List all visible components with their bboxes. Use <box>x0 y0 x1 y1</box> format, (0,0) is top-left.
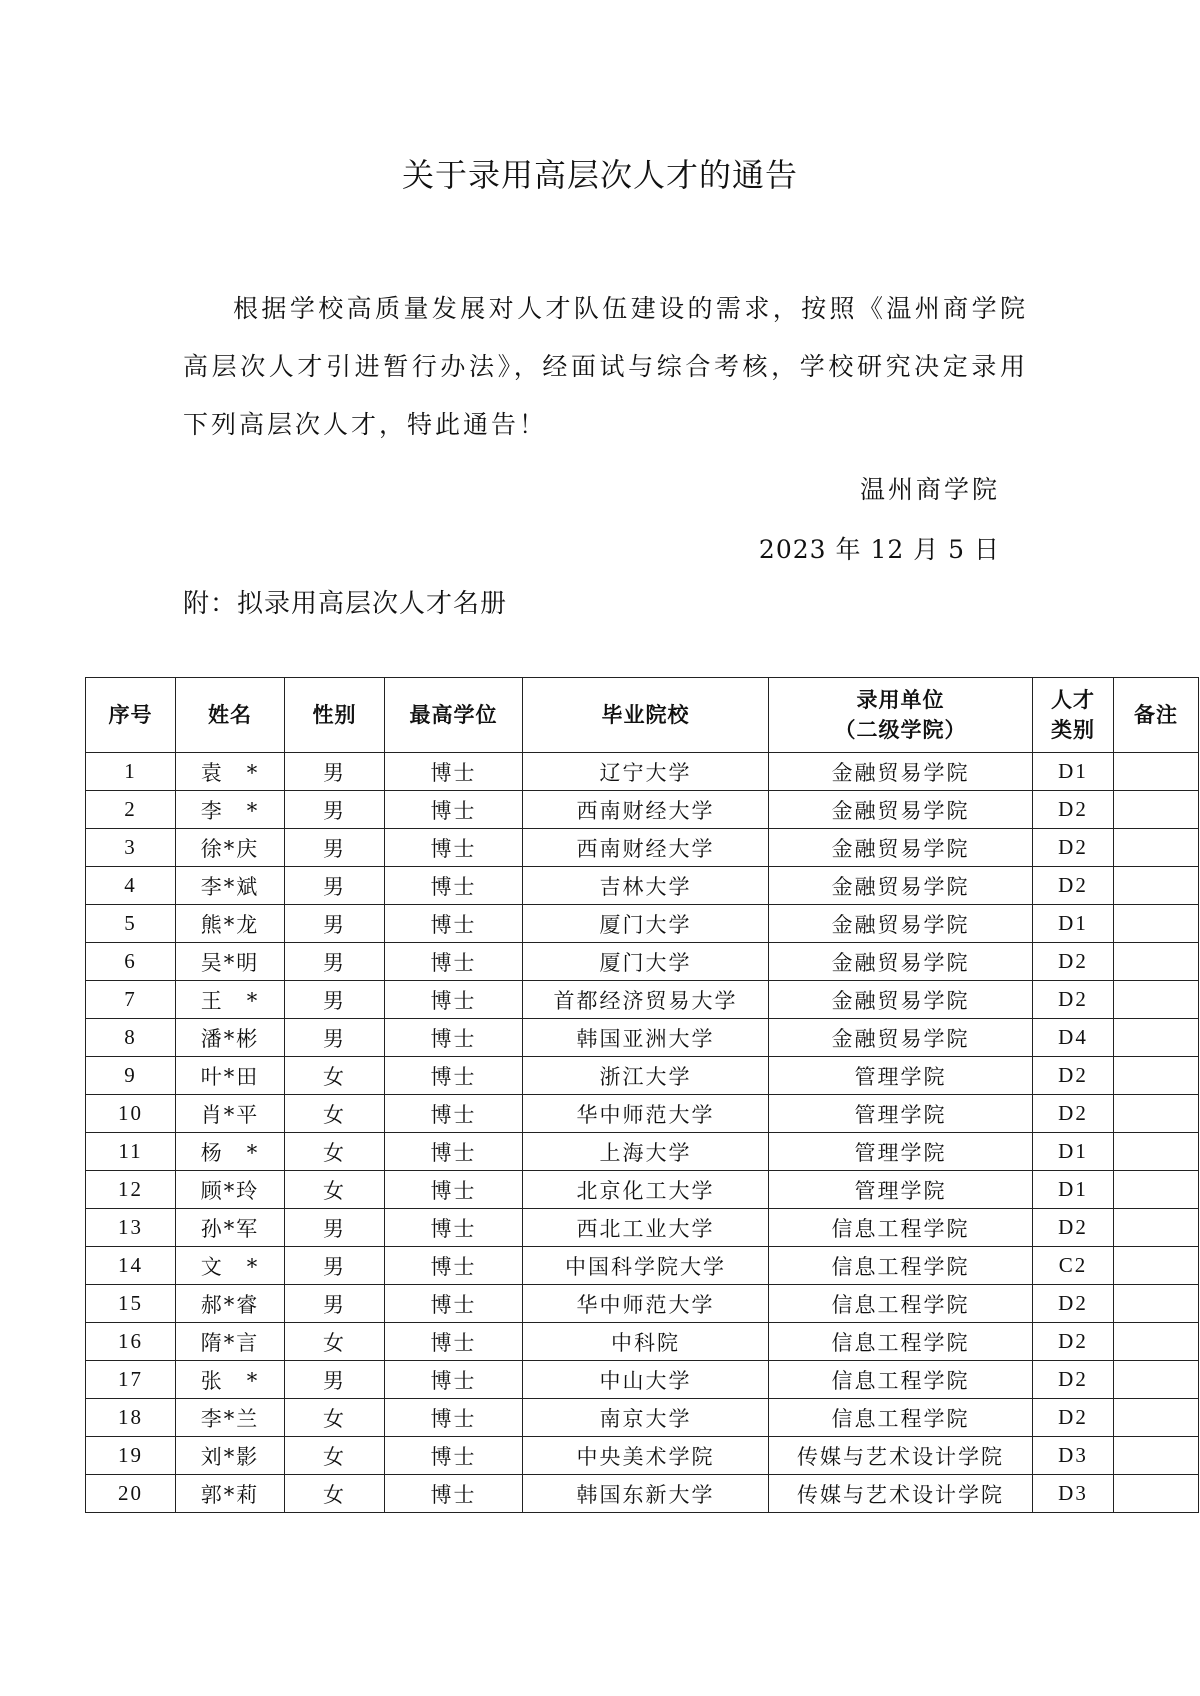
cell-school: 韩国东新大学 <box>523 1475 769 1513</box>
table-body <box>86 753 1199 1513</box>
cell-index: 6 <box>86 943 176 981</box>
cell-remarks <box>1114 867 1199 905</box>
cell-index: 17 <box>86 1361 176 1399</box>
cell-index: 7 <box>86 981 176 1019</box>
cell-remarks <box>1114 1171 1199 1209</box>
cell-gender: 男 <box>285 1285 385 1323</box>
cell-remarks <box>1114 1323 1199 1361</box>
cell-index: 12 <box>86 1171 176 1209</box>
cell-gender: 男 <box>285 1247 385 1285</box>
cell-name: 李 * <box>176 791 285 829</box>
table-row <box>86 753 1199 791</box>
cell-index: 4 <box>86 867 176 905</box>
cell-category: D1 <box>1033 905 1114 943</box>
table-row <box>86 1399 1199 1437</box>
cell-school: 厦门大学 <box>523 905 769 943</box>
cell-category: C2 <box>1033 1247 1114 1285</box>
notice-paragraph: 根据学校高质量发展对人才队伍建设的需求，按照《温州商学院高层次人才引进暂行办法》，经面试与综合考核，学校研究决定录用下列高层次人才，特此通告！ <box>183 294 1028 439</box>
header-unit-line2: （二级学院） <box>834 718 967 742</box>
cell-gender: 男 <box>285 905 385 943</box>
cell-index: 1 <box>86 753 176 791</box>
cell-index: 11 <box>86 1133 176 1171</box>
cell-name: 张 * <box>176 1361 285 1399</box>
table-row <box>86 1095 1199 1133</box>
cell-remarks <box>1114 829 1199 867</box>
cell-name: 徐*庆 <box>176 829 285 867</box>
cell-degree: 博士 <box>385 1171 523 1209</box>
cell-school: 首都经济贸易大学 <box>523 981 769 1019</box>
header-category <box>1033 678 1114 753</box>
cell-category: D3 <box>1033 1437 1114 1475</box>
cell-unit: 信息工程学院 <box>769 1399 1033 1437</box>
cell-degree: 博士 <box>385 943 523 981</box>
cell-unit: 金融贸易学院 <box>769 943 1033 981</box>
cell-name: 潘*彬 <box>176 1019 285 1057</box>
cell-degree: 博士 <box>385 1475 523 1513</box>
cell-unit: 金融贸易学院 <box>769 981 1033 1019</box>
cell-gender: 男 <box>285 829 385 867</box>
cell-remarks <box>1114 905 1199 943</box>
cell-index: 3 <box>86 829 176 867</box>
cell-name: 杨 * <box>176 1133 285 1171</box>
cell-school: 吉林大学 <box>523 867 769 905</box>
table-row <box>86 1057 1199 1095</box>
cell-category: D2 <box>1033 981 1114 1019</box>
cell-category: D1 <box>1033 1171 1114 1209</box>
cell-degree: 博士 <box>385 905 523 943</box>
cell-unit: 管理学院 <box>769 1095 1033 1133</box>
table-row <box>86 1285 1199 1323</box>
cell-unit: 信息工程学院 <box>769 1285 1033 1323</box>
cell-remarks <box>1114 1209 1199 1247</box>
cell-remarks <box>1114 981 1199 1019</box>
table-row <box>86 1247 1199 1285</box>
header-category-line1: 人才 <box>1051 688 1095 712</box>
cell-gender: 男 <box>285 867 385 905</box>
cell-name: 郭*莉 <box>176 1475 285 1513</box>
cell-degree: 博士 <box>385 791 523 829</box>
cell-unit: 管理学院 <box>769 1057 1033 1095</box>
cell-unit: 金融贸易学院 <box>769 791 1033 829</box>
cell-remarks <box>1114 791 1199 829</box>
cell-school: 辽宁大学 <box>523 753 769 791</box>
cell-gender: 女 <box>285 1437 385 1475</box>
cell-unit: 管理学院 <box>769 1133 1033 1171</box>
cell-degree: 博士 <box>385 981 523 1019</box>
cell-gender: 男 <box>285 1019 385 1057</box>
header-name: 姓名 <box>176 678 285 753</box>
table-row <box>86 1171 1199 1209</box>
header-index: 序号 <box>86 678 176 753</box>
attachment-heading: 附：拟录用高层次人才名册 <box>183 589 508 619</box>
cell-degree: 博士 <box>385 1437 523 1475</box>
cell-gender: 男 <box>285 1361 385 1399</box>
cell-name: 李*斌 <box>176 867 285 905</box>
header-degree: 最高学位 <box>385 678 523 753</box>
cell-degree: 博士 <box>385 1247 523 1285</box>
cell-unit: 金融贸易学院 <box>769 867 1033 905</box>
table-row <box>86 1019 1199 1057</box>
cell-gender: 男 <box>285 791 385 829</box>
cell-degree: 博士 <box>385 1057 523 1095</box>
table-header-row <box>86 678 1199 753</box>
cell-school: 上海大学 <box>523 1133 769 1171</box>
cell-unit: 金融贸易学院 <box>769 753 1033 791</box>
header-remarks: 备注 <box>1114 678 1199 753</box>
cell-remarks <box>1114 1095 1199 1133</box>
cell-gender: 男 <box>285 753 385 791</box>
cell-index: 13 <box>86 1209 176 1247</box>
cell-degree: 博士 <box>385 1095 523 1133</box>
table-row <box>86 829 1199 867</box>
cell-degree: 博士 <box>385 1361 523 1399</box>
cell-degree: 博士 <box>385 1019 523 1057</box>
cell-category: D2 <box>1033 1095 1114 1133</box>
cell-remarks <box>1114 1247 1199 1285</box>
cell-name: 隋*言 <box>176 1323 285 1361</box>
cell-category: D1 <box>1033 753 1114 791</box>
cell-unit: 传媒与艺术设计学院 <box>769 1437 1033 1475</box>
cell-name: 袁 * <box>176 753 285 791</box>
cell-remarks <box>1114 1019 1199 1057</box>
cell-school: 中央美术学院 <box>523 1437 769 1475</box>
cell-index: 19 <box>86 1437 176 1475</box>
cell-index: 16 <box>86 1323 176 1361</box>
cell-degree: 博士 <box>385 867 523 905</box>
cell-unit: 信息工程学院 <box>769 1361 1033 1399</box>
cell-name: 吴*明 <box>176 943 285 981</box>
cell-index: 9 <box>86 1057 176 1095</box>
cell-degree: 博士 <box>385 1209 523 1247</box>
cell-remarks <box>1114 1361 1199 1399</box>
table-row <box>86 981 1199 1019</box>
cell-unit: 信息工程学院 <box>769 1247 1033 1285</box>
cell-degree: 博士 <box>385 1399 523 1437</box>
talent-roster-table <box>85 677 1199 1513</box>
cell-category: D2 <box>1033 791 1114 829</box>
cell-index: 10 <box>86 1095 176 1133</box>
table-row <box>86 1437 1199 1475</box>
header-gender: 性别 <box>285 678 385 753</box>
cell-unit: 传媒与艺术设计学院 <box>769 1475 1033 1513</box>
cell-school: 中国科学院大学 <box>523 1247 769 1285</box>
cell-category: D2 <box>1033 1399 1114 1437</box>
table-row <box>86 1361 1199 1399</box>
header-category-line2: 类别 <box>1051 718 1095 742</box>
cell-category: D2 <box>1033 943 1114 981</box>
cell-index: 20 <box>86 1475 176 1513</box>
cell-name: 郝*睿 <box>176 1285 285 1323</box>
table-row <box>86 1133 1199 1171</box>
table-row <box>86 1323 1199 1361</box>
cell-name: 王 * <box>176 981 285 1019</box>
cell-index: 8 <box>86 1019 176 1057</box>
cell-index: 15 <box>86 1285 176 1323</box>
cell-name: 肖*平 <box>176 1095 285 1133</box>
table-row <box>86 943 1199 981</box>
cell-school: 西北工业大学 <box>523 1209 769 1247</box>
cell-degree: 博士 <box>385 829 523 867</box>
cell-index: 5 <box>86 905 176 943</box>
page-title: 关于录用高层次人才的通告 <box>401 156 798 194</box>
cell-gender: 男 <box>285 943 385 981</box>
cell-school: 浙江大学 <box>523 1057 769 1095</box>
cell-gender: 男 <box>285 1209 385 1247</box>
cell-name: 孙*军 <box>176 1209 285 1247</box>
issuer-signature: 温州商学院 <box>859 475 1000 504</box>
cell-school: 韩国亚洲大学 <box>523 1019 769 1057</box>
cell-category: D2 <box>1033 1323 1114 1361</box>
cell-unit: 信息工程学院 <box>769 1323 1033 1361</box>
cell-remarks <box>1114 1437 1199 1475</box>
cell-name: 文 * <box>176 1247 285 1285</box>
cell-gender: 女 <box>285 1323 385 1361</box>
header-unit-line1: 录用单位 <box>856 688 945 712</box>
cell-name: 顾*玲 <box>176 1171 285 1209</box>
cell-unit: 管理学院 <box>769 1171 1033 1209</box>
cell-remarks <box>1114 1475 1199 1513</box>
cell-degree: 博士 <box>385 1285 523 1323</box>
cell-school: 华中师范大学 <box>523 1285 769 1323</box>
cell-category: D4 <box>1033 1019 1114 1057</box>
table-row <box>86 905 1199 943</box>
header-school: 毕业院校 <box>523 678 769 753</box>
cell-school: 华中师范大学 <box>523 1095 769 1133</box>
cell-index: 14 <box>86 1247 176 1285</box>
table-row <box>86 867 1199 905</box>
cell-index: 2 <box>86 791 176 829</box>
cell-category: D2 <box>1033 829 1114 867</box>
cell-name: 刘*影 <box>176 1437 285 1475</box>
cell-degree: 博士 <box>385 753 523 791</box>
cell-unit: 信息工程学院 <box>769 1209 1033 1247</box>
table-row <box>86 1209 1199 1247</box>
cell-remarks <box>1114 1057 1199 1095</box>
cell-unit: 金融贸易学院 <box>769 1019 1033 1057</box>
cell-degree: 博士 <box>385 1133 523 1171</box>
cell-remarks <box>1114 1133 1199 1171</box>
table-row <box>86 791 1199 829</box>
cell-name: 李*兰 <box>176 1399 285 1437</box>
cell-category: D2 <box>1033 1361 1114 1399</box>
cell-gender: 女 <box>285 1133 385 1171</box>
cell-unit: 金融贸易学院 <box>769 829 1033 867</box>
cell-gender: 女 <box>285 1399 385 1437</box>
header-unit <box>769 678 1033 753</box>
cell-category: D2 <box>1033 1209 1114 1247</box>
cell-gender: 男 <box>285 981 385 1019</box>
cell-gender: 女 <box>285 1095 385 1133</box>
cell-category: D3 <box>1033 1475 1114 1513</box>
cell-unit: 金融贸易学院 <box>769 905 1033 943</box>
cell-school: 中科院 <box>523 1323 769 1361</box>
table-row <box>86 1475 1199 1513</box>
cell-school: 北京化工大学 <box>523 1171 769 1209</box>
issue-date: 2023 年 12 月 5 日 <box>758 535 1000 564</box>
cell-school: 南京大学 <box>523 1399 769 1437</box>
cell-name: 熊*龙 <box>176 905 285 943</box>
cell-category: D2 <box>1033 867 1114 905</box>
cell-category: D2 <box>1033 1057 1114 1095</box>
cell-name: 叶*田 <box>176 1057 285 1095</box>
cell-gender: 女 <box>285 1171 385 1209</box>
cell-remarks <box>1114 943 1199 981</box>
cell-remarks <box>1114 1285 1199 1323</box>
cell-gender: 女 <box>285 1475 385 1513</box>
cell-category: D1 <box>1033 1133 1114 1171</box>
cell-school: 西南财经大学 <box>523 791 769 829</box>
cell-category: D2 <box>1033 1285 1114 1323</box>
cell-degree: 博士 <box>385 1323 523 1361</box>
cell-school: 中山大学 <box>523 1361 769 1399</box>
cell-school: 厦门大学 <box>523 943 769 981</box>
cell-remarks <box>1114 753 1199 791</box>
cell-remarks <box>1114 1399 1199 1437</box>
cell-index: 18 <box>86 1399 176 1437</box>
cell-school: 西南财经大学 <box>523 829 769 867</box>
cell-gender: 女 <box>285 1057 385 1095</box>
